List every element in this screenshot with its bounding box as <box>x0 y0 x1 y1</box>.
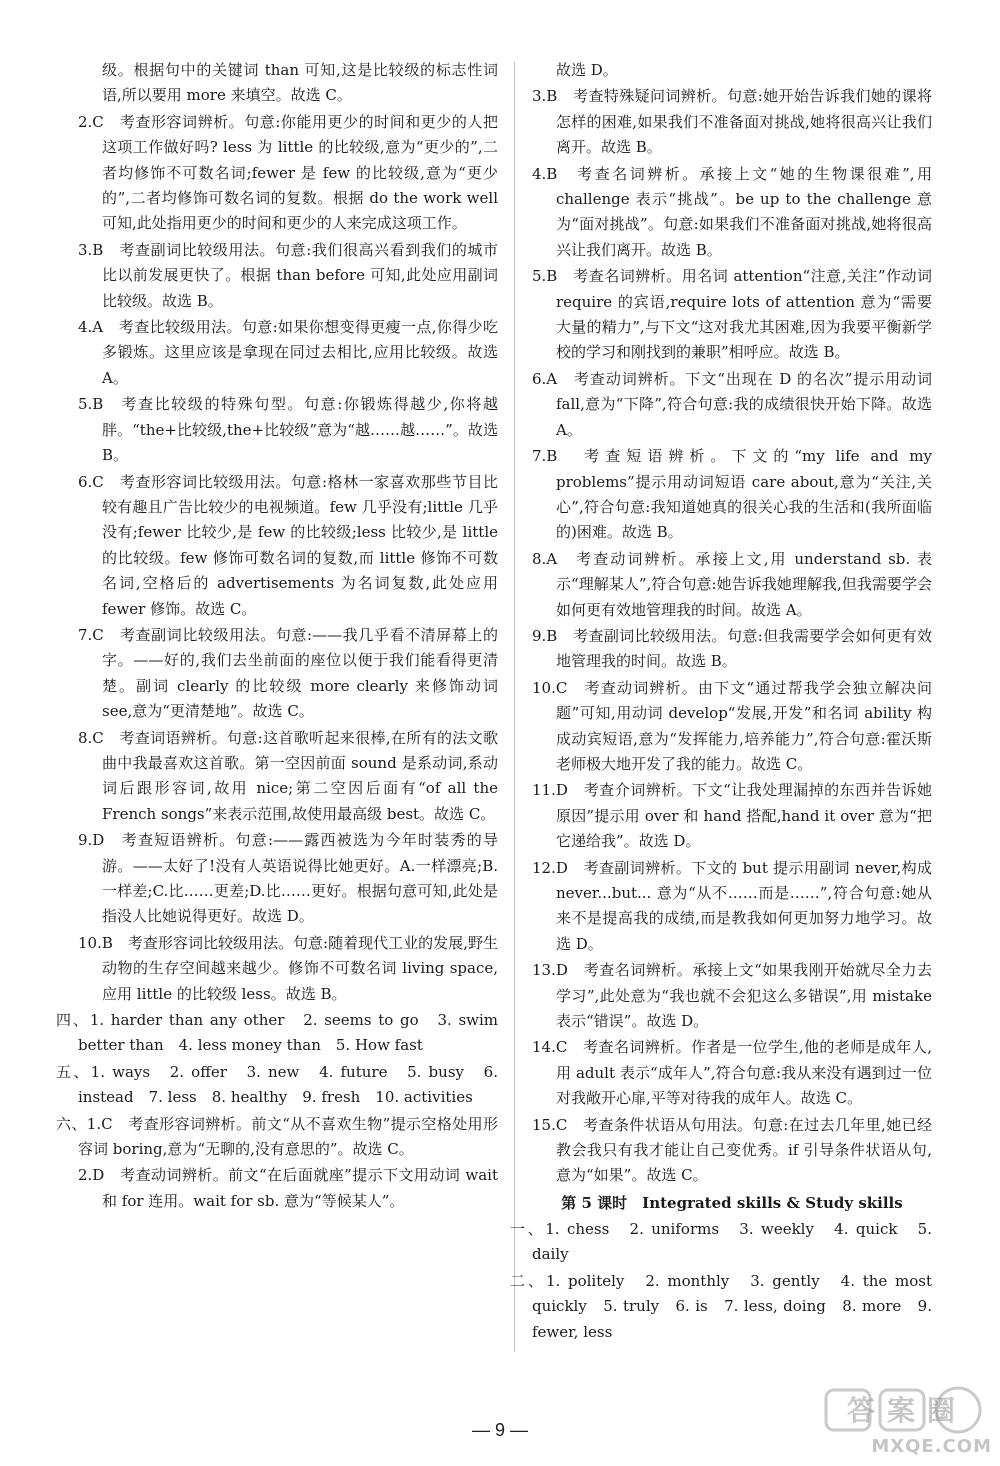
answer-item: 9.B 考查副词比较级用法。句意:但我需要学会如何更有效地管理我的时间。故选 B。 <box>532 626 932 671</box>
answer-item: 4.A 考查比较级用法。句意:如果你想变得更瘦一点,你得少吃多锻炼。这里应该是拿现在同过去相比,应用比较级。故选 A。 <box>78 318 498 387</box>
section-answers: 二、1. politely 2. monthly 3. gently 4. the most quickly 5. truly 6. is 7. less, doing 8. more 9. fewer, less <box>510 1271 932 1341</box>
answer-item: 故选 D。 <box>556 61 618 79</box>
section-answers: 四、1. harder than any other 2. seems to go 3. swim better than 4. less money than 5. How fast <box>56 1011 498 1055</box>
right-column <box>510 58 932 1346</box>
answer-item: 10.C 考查动词辨析。由下文“通过帮我学会独立解决问题”可知,用动词 develop“发展,开发”和名词 ability 构成动宾短语,意为“发挥能力,培养能力”,符合句意:霍沃斯老师极大地开发了我的能力。故选 C。 <box>532 678 932 773</box>
column-divider <box>514 62 515 1352</box>
answer-item: 6.C 考查形容词比较级用法。句意:格林一家喜欢那些节目比较有趣且广告比较少的电视频道。few 几乎没有;little 几乎没有;fewer 比较少,是 few 的比较级;less 比较少,是 little 的比较级。few 修饰可数名词的复数,而 little 修饰不可数名词,空格后的 advertisements 为名词复数,此处应用 fewer 修饰。故选 C。 <box>78 472 498 618</box>
answer-item: 15.C 考查条件状语从句用法。句意:在过去几年里,她已经教会我只有我才能让自己变优秀。if 引导条件状语从句,意为“如果”。故选 C。 <box>532 1115 932 1185</box>
answer-item: 6.A 考查动词辨析。下文“出现在 D 的名次”提示用动词 fall,意为“下降”,符合句意:我的成绩很快开始下降。故选 A。 <box>532 369 932 439</box>
answer-item: 4.B 考查名词辨析。承接上文“她的生物课很难”,用 challenge 表示“挑战”。be up to the challenge 意为“面对挑战”。句意:如果我们不准备面对挑战,她将很高兴让我们离开。故选 B。 <box>532 164 932 259</box>
lesson-heading: 第 5 课时 Integrated skills & Study skills <box>561 1193 903 1212</box>
answer-item: 级。根据句中的关键词 than 可知,这是比较级的标志性词语,所以要用 more 来填空。故选 C。 <box>102 61 498 105</box>
answer-item: 7.B 考查短语辨析。下文的“my life and my problems”提示用动词短语 care about,意为“关注,关心”,符合句意:我知道她真的很关心我的生活和(我所面临的)困难。故选 B。 <box>532 447 932 542</box>
answer-item: 11.D 考查介词辨析。下文“让我处理漏掉的东西并告诉她原因”提示用 over 和 hand 搭配,hand it over 意为“把它递给我”。故选 D。 <box>532 781 932 851</box>
page-number: — 9 — <box>471 1420 528 1440</box>
answer-item: 8.C 考查词语辨析。句意:这首歌听起来很棒,在所有的法文歌曲中我最喜欢这首歌。第一空因前面 sound 是系动词,系动词后跟形容词,故用 nice;第二空因后面有“of all the French songs”来表示范围,故使用最高级 best。故选 C。 <box>78 728 498 823</box>
answer-item: 14.C 考查名词辨析。作者是一位学生,他的老师是成年人,用 adult 表示“成年人”,符合句意:我从来没有遇到过一位对我敞开心扉,平等对待我的成年人。故选 C。 <box>532 1038 932 1108</box>
section-answers: 一、1. chess 2. uniforms 3. weekly 4. quick 5. daily <box>510 1219 932 1264</box>
answer-item: 7.C 考查副词比较级用法。句意:——我几乎看不清屏幕上的字。——好的,我们去坐前面的座位以便于我们能看得更清楚。副词 clearly 的比较级 more clearly 来修饰动词 see,意为“更清楚地”。故选 C。 <box>78 625 498 721</box>
answer-item: 3.B 考查副词比较级用法。句意:我们很高兴看到我们的城市比以前发展更快了。根据 than before 可知,此处应用副词比较级。故选 B。 <box>78 240 498 310</box>
answer-item: 5.B 考查名词辨析。用名词 attention“注意,关注”作动词 require 的宾语,require lots of attention 意为“需要大量的精力”,与下文“这对我尤其困难,因为我要平衡新学校的学习和刚找到的兼职”相呼应。故选 B。 <box>532 267 932 362</box>
section-answers: 六、1.C 考查形容词辨析。前文“从不喜欢生物”提示空格处用形容词 boring,意为“无聊的,没有意思的”。故选 C。 <box>56 1114 498 1159</box>
answer-item: 5.B 考查比较级的特殊句型。句意:你锻炼得越少,你将越胖。“the+比较级,the+比较级”意为“越……越……”。故选 B。 <box>78 395 498 465</box>
answer-item: 3.B 考查特殊疑问词辨析。句意:她开始告诉我们她的课将怎样的困难,如果我们不准备面对挑战,她将很高兴让我们离开。故选 B。 <box>532 87 932 157</box>
section-answers: 五、1. ways 2. offer 3. new 4. future 5. busy 6. instead 7. less 8. healthy 9. fresh 10. activities <box>56 1062 498 1107</box>
answer-item: 2.C 考查形容词辨析。句意:你能用更少的时间和更少的人把这项工作做好吗? less 为 little 的比较级,意为“更少的”,二者均修饰不可数名词;fewer 是 few 的比较级,意为“更少的”,二者均修饰可数名词的复数。根据 do the work well 可知,此处指用更少的时间和更少的人来完成这项工作。 <box>78 112 498 233</box>
answer-item: 2.D 考查动词辨析。前文“在后面就座”提示下文用动词 wait 和 for 连用。wait for sb. 意为“等候某人”。 <box>78 1166 498 1210</box>
watermark-logo <box>822 1384 992 1436</box>
watermark <box>792 1384 992 1462</box>
answer-item: 8.A 考查动词辨析。承接上文,用 understand sb. 表示“理解某人”,符合句意:她告诉我她理解我,但我需要学会如何更有效地管理我的时间。故选 A。 <box>532 549 932 619</box>
answer-item: 13.D 考查名词辨析。承接上文“如果我刚开始就尽全力去学习”,此处意为“我也就不会犯这么多错误”,用 mistake 表示“错误”。故选 D。 <box>532 961 932 1031</box>
left-column <box>56 58 498 1215</box>
watermark-logo-text: 答案圈 <box>846 1394 968 1427</box>
watermark-text: MXQE.COM <box>871 1436 992 1457</box>
answer-item: 9.D 考查短语辨析。句意:——露西被选为今年时装秀的导游。——太好了!没有人英语说得比她更好。A.一样漂亮;B.一样差;C.比……更差;D.比……更好。根据句意可知,此处是指没人比她说得更好。故选 D。 <box>78 831 498 926</box>
answer-item: 10.B 考查形容词比较级用法。句意:随着现代工业的发展,野生动物的生存空间越来越少。修饰不可数名词 living space,应用 little 的比较级 less。故选 B。 <box>78 933 498 1003</box>
answer-item: 12.D 考查副词辨析。下文的 but 提示用副词 never,构成 never...but... 意为“从不……而是……”,符合句意:她从来不是提高我的成绩,而是教我如何更加努力地学习。故选 D。 <box>532 858 932 953</box>
